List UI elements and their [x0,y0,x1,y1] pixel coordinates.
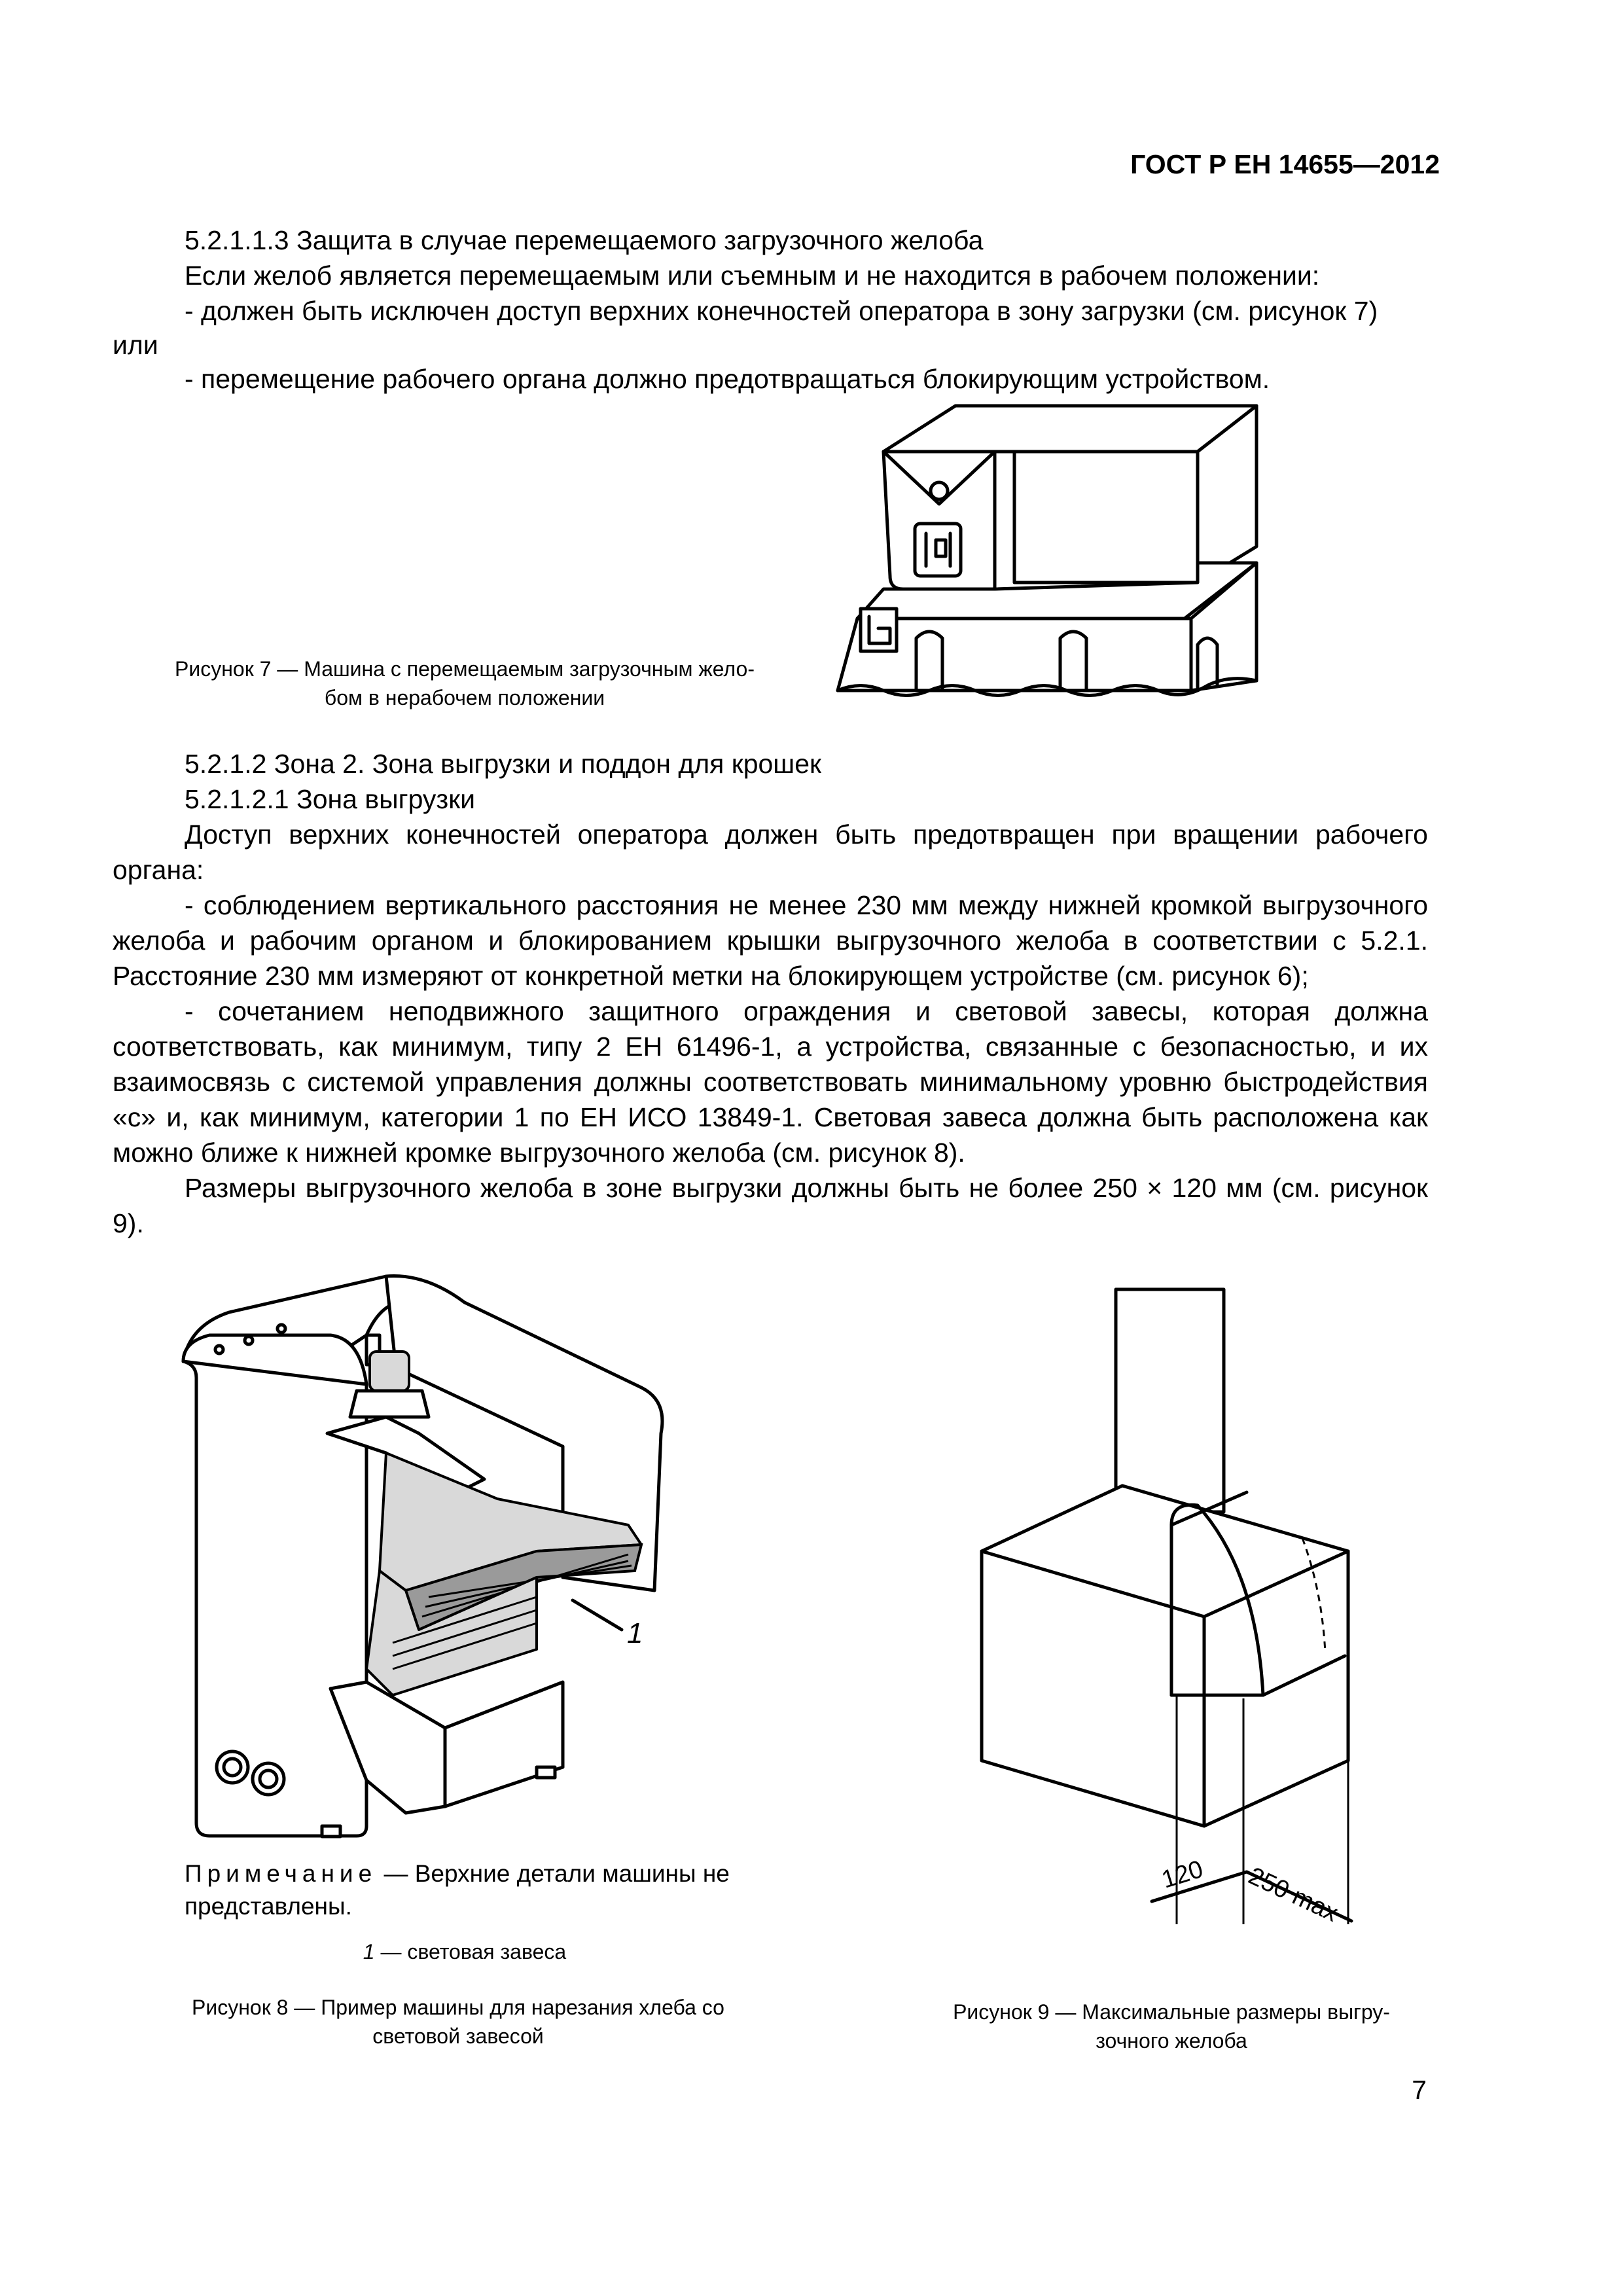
figure-8-caption-line1: Рисунок 8 — Пример машины для нарезания хлеба со [192,1996,724,2019]
legend-number: 1 [363,1940,375,1964]
motor-head [350,1391,429,1417]
section-5-2-1-2-para1: Доступ верхних конечностей оператора должен быть предотвращен при вращении рабочего органа: [113,819,1428,885]
legend-text: — световая завеса [374,1940,567,1964]
section-5-2-1-2-para2: - соблюдением вертикального расстояния не менее 230 мм между нижней кромкой выгрузочного желоба и рабочим органом и блокированием крышки выгрузочного желоба в соответствии с 5.2.1. Расстояние 230 мм измеряют от конкретной метки на блокирующем устройстве (см. рисунок 6); [113,890,1428,991]
document-header: ГОСТ Р ЕН 14655—2012 [1130,149,1440,179]
figure-7-caption-line1: Рисунок 7 — Машина с перемещаемым загрузочным жело- [175,657,755,681]
chute-shaft [1116,1289,1224,1512]
foot-1 [322,1826,340,1837]
hopper-top-face [883,406,1257,452]
section-5-2-1-1-3-intro: Если желоб является перемещаемым или съемным и не находится в рабочем положении: [185,260,1320,291]
figure-7-caption-line2: бом в нерабочем положении [324,686,605,709]
figure-8-note-line1 [185,1857,787,1923]
figure-8-callout: 1 [627,1617,643,1649]
section-5-2-1-2-para4: Размеры выгрузочного желоба в зоне выгрузки должны быть не более 250 × 120 мм (см. рисунок 9). [113,1173,1428,1238]
section-5-2-1-2-title: 5.2.1.2 Зона 2. Зона выгрузки и поддон для крошек [185,749,821,779]
lower-side-panel [445,1682,563,1806]
section-5-2-1-1-3-or: или [113,330,158,360]
figure-8-caption-line2: световой завесой [372,2024,544,2048]
note-label: Примечание [185,1860,378,1887]
section-5-2-1-1-3-item1: - должен быть исключен доступ верхних конечностей оператора в зону загрузки (см. рисунок 7) [185,296,1378,326]
motor-cap [370,1352,409,1391]
figure-9-drawing [969,1276,1414,1944]
box-outline [982,1486,1348,1826]
section-5-2-1-2-1-subtitle: 5.2.1.2.1 Зона выгрузки [185,784,476,814]
section-5-2-1-1-3-title: 5.2.1.1.3 Защита в случае перемещаемого загрузочного желоба [185,225,984,255]
section-5-2-1-2-para3: - сочетанием неподвижного защитного ограждения и световой завесы, которая должна соответствовать, как минимум, типу 2 ЕН 61496-1, а устройства, связанные с безопасностью, и их взаимосвязь с системой управления должны соответствовать минимальному уровню быстродействия «с» и, как минимум, категории 1 по ЕН ИСО 13849-1. Световая завеса должна быть расположена как можно ближе к нижней кромке выгрузочного желоба (см. рисунок 8). [113,996,1428,1168]
section-5-2-1-1-3-item2: - перемещение рабочего органа должно предотвращаться блокирующим устройством. [185,364,1270,394]
callout-leader [573,1600,622,1630]
figure-9-caption-line1: Рисунок 9 — Максимальные размеры выгру- [953,2000,1390,2024]
figure-9-caption-line2: зочного желоба [1096,2029,1247,2053]
dimension-250-max: 250 max [1244,1862,1343,1928]
dimension-120: 120 [1158,1855,1207,1894]
figure-7-drawing [831,393,1302,726]
note-text: — Верхние детали машины не представлены. [185,1860,730,1920]
hopper-front-face [1014,452,1198,583]
page-number: 7 [1412,2075,1427,2105]
foot-2 [537,1767,555,1778]
chute-lock-icon [915,524,961,576]
figure-8-drawing [170,1263,694,1839]
figure-8-legend [105,1937,825,1966]
